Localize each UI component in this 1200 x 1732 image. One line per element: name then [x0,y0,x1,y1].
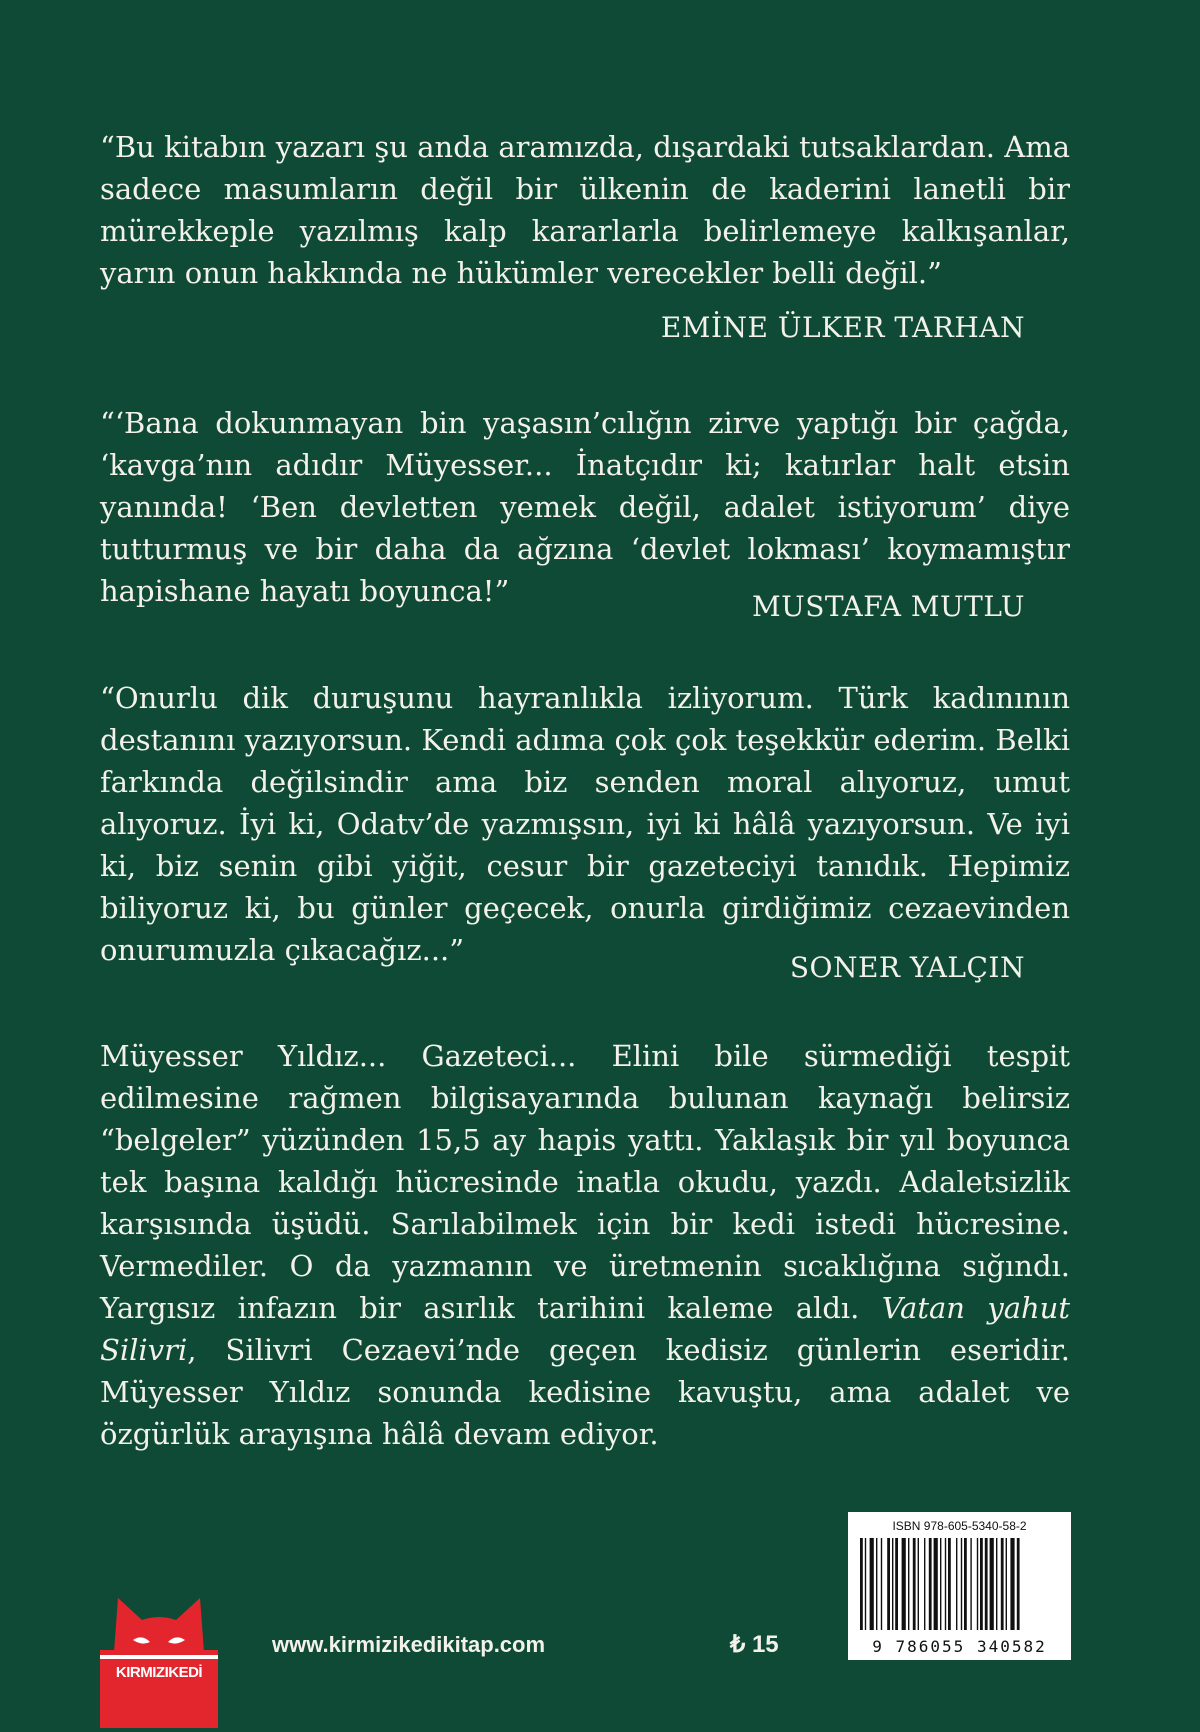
isbn-digits: 9 786055 340582 [872,1637,1047,1656]
quote-3-text: “Onurlu dik duruşunu hayranlıkla izliyorum. Türk kadınının destanını yazıyorsun. Kendi adıma çok çok teşekkür ederim. Belki farkında değilsindir ama biz senden moral alıyoruz, umut alıyoruz. İyi ki, Odatv’de yazmışsın, iyi ki hâlâ yazıyorsun. Ve iyi ki, biz senin gibi yiğit, cesur bir gazeteciyi tanıdık. Hepimiz biliyoruz ki, bu günler geçecek, onurla girdiğimiz cezaevinden onurumuzla çıkacağız...” [100,681,1070,967]
bio-part-2: , Silivri Cezaevi’nde geçen kedisiz günlerin eseridir. Müyesser Yıldız sonunda kedisine kavuştu, ama adalet ve özgürlük arayışına hâlâ devam ediyor. [100,1333,1070,1451]
book-title: Vatan yahut Silivri [100,1291,1071,1367]
author-bio [100,1035,1070,1455]
bio-part-1: Müyesser Yıldız... Gazeteci... Elini bile sürmediği tespit edilmesine rağmen bilgisayarında bulunan kaynağı belirsiz “belgeler” yüzünden 15,5 ay hapis yattı. Yaklaşık bir yıl boyunca tek başına kaldığı hücresinde inatla okudu, yazdı. Adaletsizlik karşısında üşüdü. Sarılabilmek için bir kedi istedi hücresine. Vermediler. O da yazmanın ve üretmenin sıcaklığına sığındı. Yargısız infazın bir asırlık tarihini kaleme aldı. [100,1039,1070,1325]
quote-3-author: SONER YALÇIN [789,951,1025,984]
isbn-label: ISBN 978-605-5340-58-2 [892,1519,1027,1533]
quote-1-author: EMİNE ÜLKER TARHAN [660,311,1025,344]
barcode-icon [858,1538,1061,1638]
logo-text: KIRMIZIKEDİ [115,1664,203,1681]
quote-2-text: “‘Bana dokunmayan bin yaşasın’cılığın zirve yaptığı bir çağda, ‘kavga’nın adıdır Müyesser... İnatçıdır ki; katırlar halt etsin yanında! ‘Ben devletten yemek değil, adalet istiyorum’ diye tutturmuş ve bir daha da ağzına ‘devlet lokması’ koymamıştır hapishane hayatı boyunca!” [100,406,1070,608]
cat-logo-icon [100,1590,218,1728]
quote-2-author: MUSTAFA MUTLU [751,590,1025,623]
publisher-logo [100,1590,218,1728]
price-label: ₺ 15 [730,1631,779,1658]
quote-1-text: “Bu kitabın yazarı şu anda aramızda, dışardaki tutsaklardan. Ama sadece masumların değil bir ülkenin de kaderini lanetli bir mürekkeple yazılmış kalp kararlarla belirlemeye kalkışanlar, yarın onun hakkında ne hükümler verecekler belli değil.” [100,130,1070,290]
isbn-barcode-box [848,1512,1071,1660]
publisher-website: www.kirmizikedikitap.com [272,1632,546,1657]
